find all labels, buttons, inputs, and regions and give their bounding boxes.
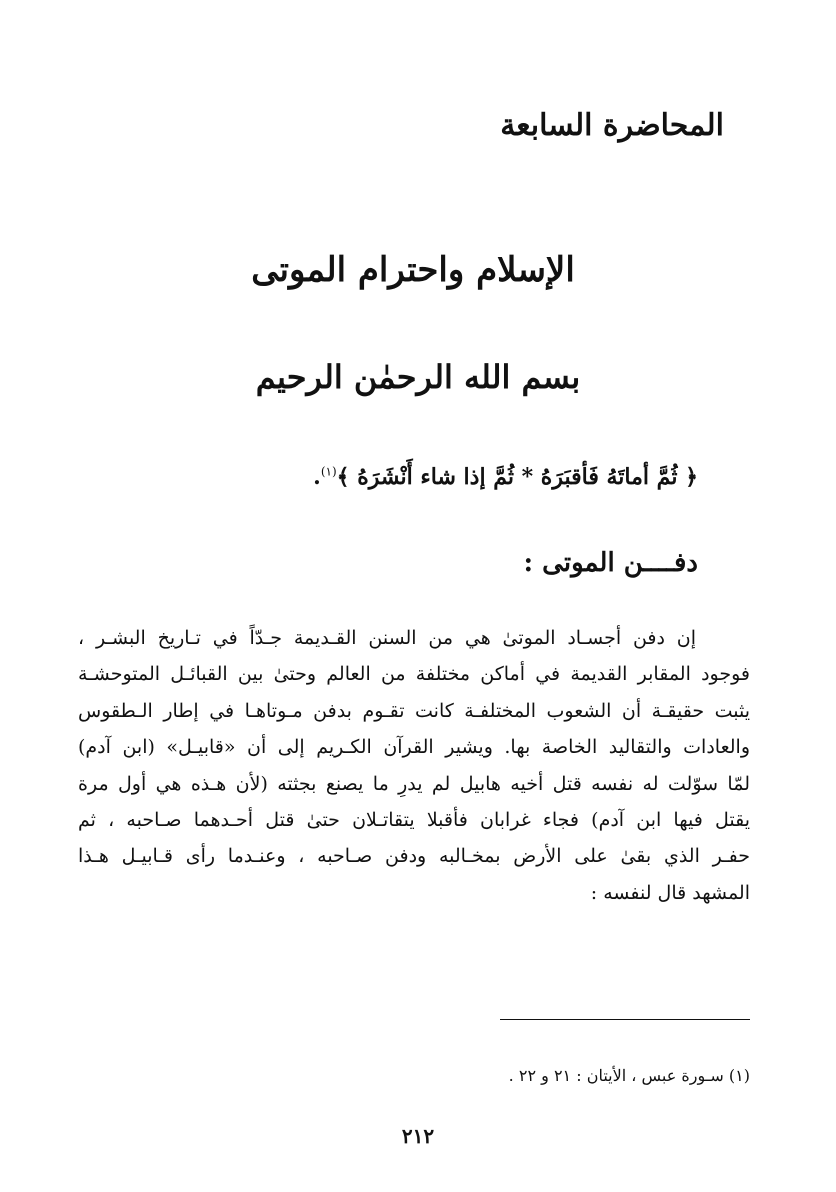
quran-verse xyxy=(313,464,698,490)
section-heading: دفــــن الموتى : xyxy=(523,548,698,578)
body-line: المشهد قال لنفسه : xyxy=(590,881,750,904)
footnote-reference: (١) xyxy=(320,464,337,479)
body-paragraph xyxy=(78,620,750,911)
body-line: يقتل فيها ابن آدم) فجاء غرابان فأقبلا يتقاتـلان حتىٰ قتل أحـدهما صـاحبه ، ثم xyxy=(78,809,750,832)
body-line: فوجود المقابر القديمة في أماكن مختلفة من العالم وحتىٰ بين القبائـل المتوحشـة xyxy=(78,663,750,686)
verse-text: ﴿ ثُمَّ أماتَهُ فَأقبَرَهُ * ثُمَّ إذا شاء أَنْشَرَهُ ﴾ xyxy=(336,464,698,490)
footnote: (١) سـورة عبس ، الأيتان : ٢١ و ٢٢ . xyxy=(508,1066,750,1085)
verse-end: . xyxy=(313,464,321,490)
body-line: يثبت حقيقـة أن الشعوب المختلفـة كانت تقـوم بدفن مـوتاهـا في إطار الـطقوس xyxy=(78,699,750,722)
body-line: لمّا سوّلت له نفسه قتل أخيه هابيل لم يدرِ ما يصنع بجثته (لأن هـذه هي أول مرة xyxy=(78,772,750,795)
body-line: والعادات والتقاليد الخاصة بها. ويشير القرآن الكـريم إلى أن «قابيـل» (ابن آدم) xyxy=(78,736,750,759)
body-line: إن دفن أجسـاد الموتىٰ هي من السنن القـديمة جـدّاً في تـاريخ البشـر ، xyxy=(78,627,696,649)
footnote-divider xyxy=(500,1019,750,1020)
page-number: ٢١٢ xyxy=(401,1124,435,1148)
page-title: الإسلام واحترام الموتى xyxy=(251,250,575,290)
body-line: حفـر الذي بقىٰ على الأرض بمخـالبه ودفن صـاحبه ، وعنـدما رأى قـابيـل هـذا xyxy=(78,845,750,868)
chapter-label: المحاضرة السابعة xyxy=(500,108,724,143)
basmala: بسم الله الرحمٰن الرحيم xyxy=(255,358,581,396)
